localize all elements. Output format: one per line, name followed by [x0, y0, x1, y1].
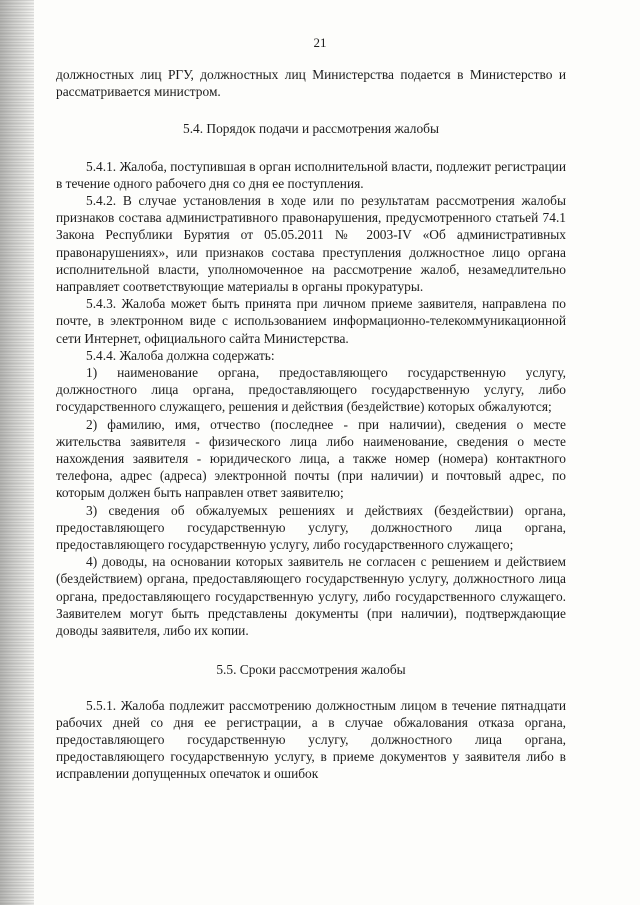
paragraph-5-4-3: 5.4.3. Жалоба может быть принята при личном приеме заявителя, направлена по почте, в электронном виде с использованием информационно-телекоммуникационной сети Интернет, официального сайта Министерства. [56, 296, 566, 346]
paragraph-5-4-2: 5.4.2. В случае установления в ходе или по результатам рассмотрения жалобы признаков состава административного правонарушения, предусмотренного статьей 74.1 Закона Республики Бурятия от 05.05.2011 № 2003-IV «Об административных правонарушениях», или признаков состава преступления должностное лицо органа исполнительной власти, уполномоченное на рассмотрение жалоб, незамедлительно направляет соответствующие материалы в органы прокуратуры. [56, 193, 566, 295]
document-body [56, 66, 566, 783]
scan-shadow-edge [0, 0, 34, 905]
page-number: 21 [313, 35, 327, 50]
paragraph-5-4-1: 5.4.1. Жалоба, поступившая в орган исполнительной власти, подлежит регистрации в течение одного рабочего дня со дня ее поступления. [56, 158, 566, 191]
paragraph-5-5-1: 5.5.1. Жалоба подлежит рассмотрению должностным лицом в течение пятнадцати рабочих дней со дня ее регистрации, а в случае обжалования отказа органа, предоставляющего государственную услугу, должностного лица органа, предоставляющего государственную услугу, в приеме документов у заявителя либо в исправлении допущенных опечаток и ошибок [56, 697, 566, 782]
list-item-4: 4) доводы, на основании которых заявитель не согласен с решением и действием (бездействием) органа, предоставляющего государственную услугу, должностного лица органа, предоставляющего государственную услугу, либо государственного служащего. Заявителем могут быть представлены документы (при наличии), подтверждающие доводы заявителя, либо их копии. [56, 554, 566, 639]
list-item-3: 3) сведения об обжалуемых решениях и действиях (бездействии) органа, предоставляющего государственную услугу, должностного лица органа, предоставляющего государственную услугу, либо государственного служащего; [56, 502, 566, 553]
section-heading-5-4: 5.4. Порядок подачи и рассмотрения жалобы [183, 121, 439, 137]
list-item-1: 1) наименование органа, предоставляющего государственную услугу, должностного лица органа, предоставляющего государственную услугу, либо государственного служащего, решения и действия (бездействие) которых обжалуются; [56, 365, 566, 415]
section-heading-5-5: 5.5. Сроки рассмотрения жалобы [216, 662, 406, 678]
intro-paragraph: должностных лиц РГУ, должностных лиц Министерства подается в Министерство и рассматривается министром. [56, 67, 566, 100]
list-item-2: 2) фамилию, имя, отчество (последнее - при наличии), сведения о месте жительства заявителя - физического лица либо наименование, сведения о месте нахождения заявителя - юридического лица, а также номер (номера) контактного телефона, адрес (адреса) электронной почты (при наличии) и почтовый адрес, по которым должен быть направлен ответ заявителю; [56, 416, 566, 501]
paragraph-5-4-4: 5.4.4. Жалоба должна содержать: [86, 347, 275, 363]
